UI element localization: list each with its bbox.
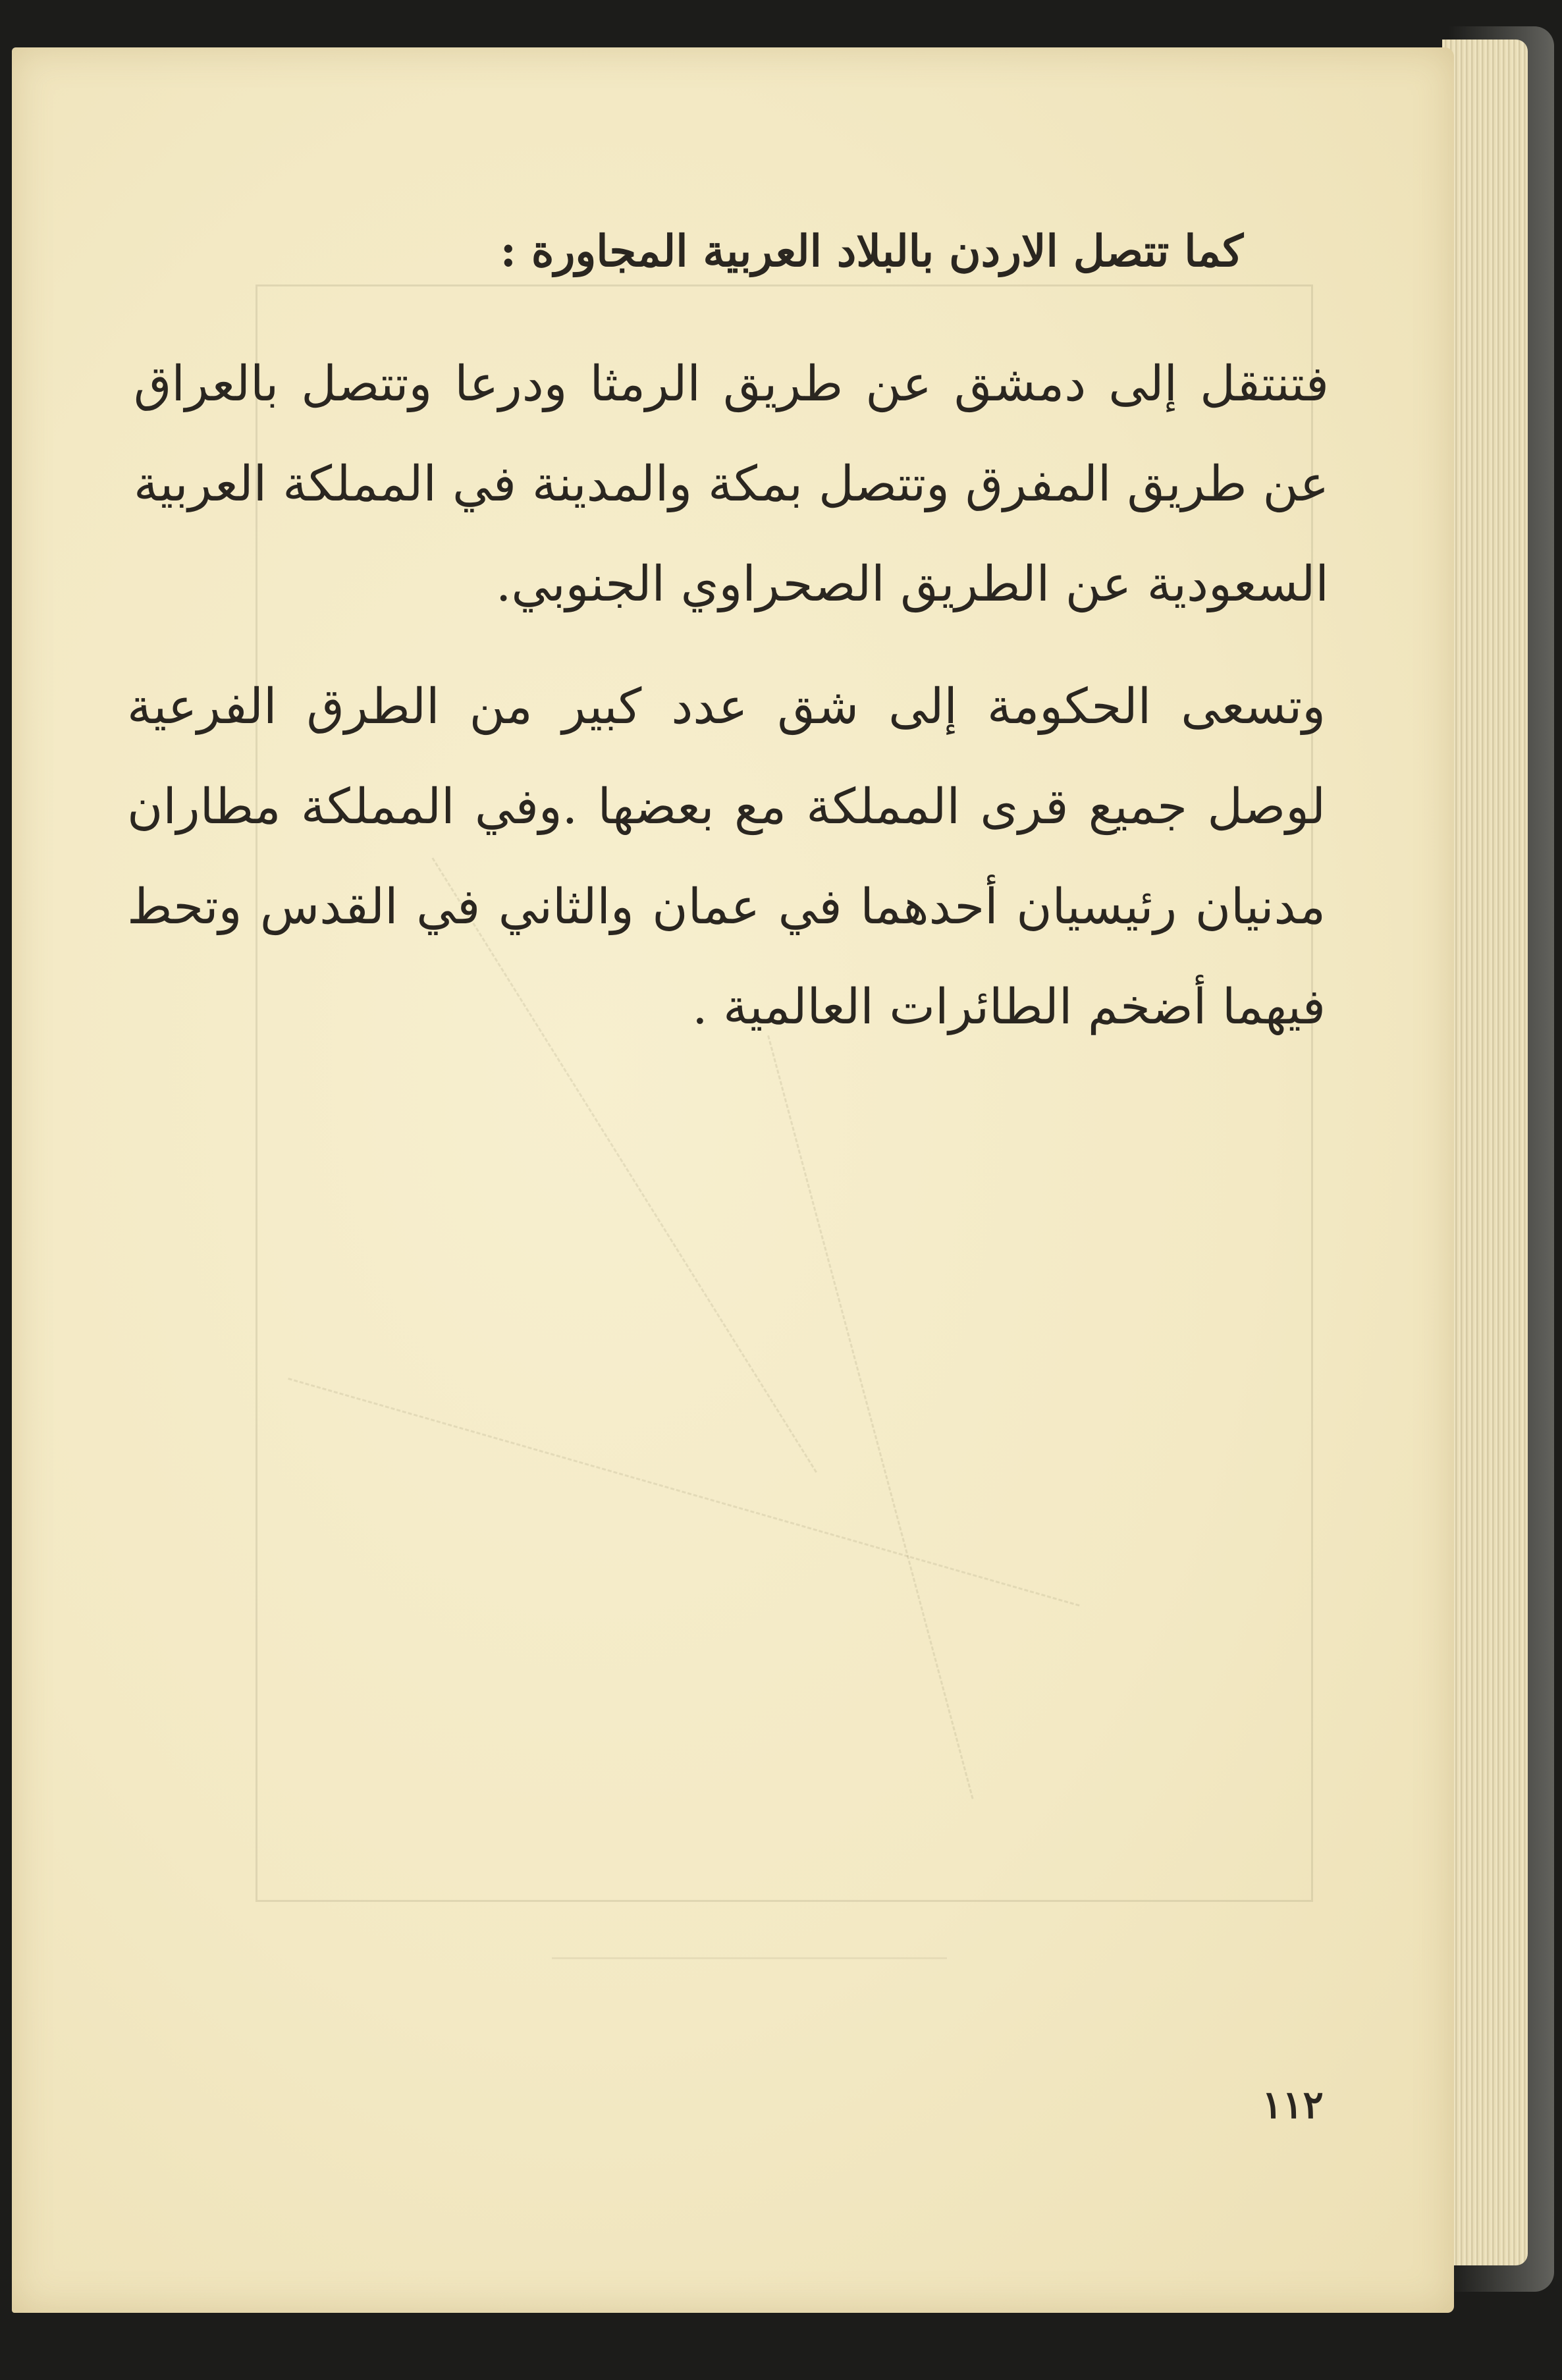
book-page bbox=[12, 47, 1454, 2313]
section-heading: كما تتصل الاردن بالبلاد العربية المجاورة : bbox=[500, 225, 1243, 277]
paragraph-1: فتنتقل إلى دمشق عن طريق الرمثا ودرعا وتتصل بالعراق عن طريق المفرق وتتصل بمكة والمدينة في المملكة العربية السعودية عن الطريق الصحراوي الجنوبي. bbox=[134, 356, 1329, 612]
page-edges bbox=[1442, 40, 1528, 2265]
page-number: ١١٢ bbox=[1262, 2082, 1324, 2127]
paragraph-2: وتسعى الحكومة إلى شق عدد كبير من الطرق الفرعية لوصل جميع قرى المملكة مع بعضها .وفي المملكة مطاران مدنيان رئيسيان أحدهما في عمان والثاني في القدس وتحط فيهما أضخم الطائرات العالمية . bbox=[127, 678, 1326, 1035]
show-through-map-caption bbox=[552, 1918, 947, 1959]
